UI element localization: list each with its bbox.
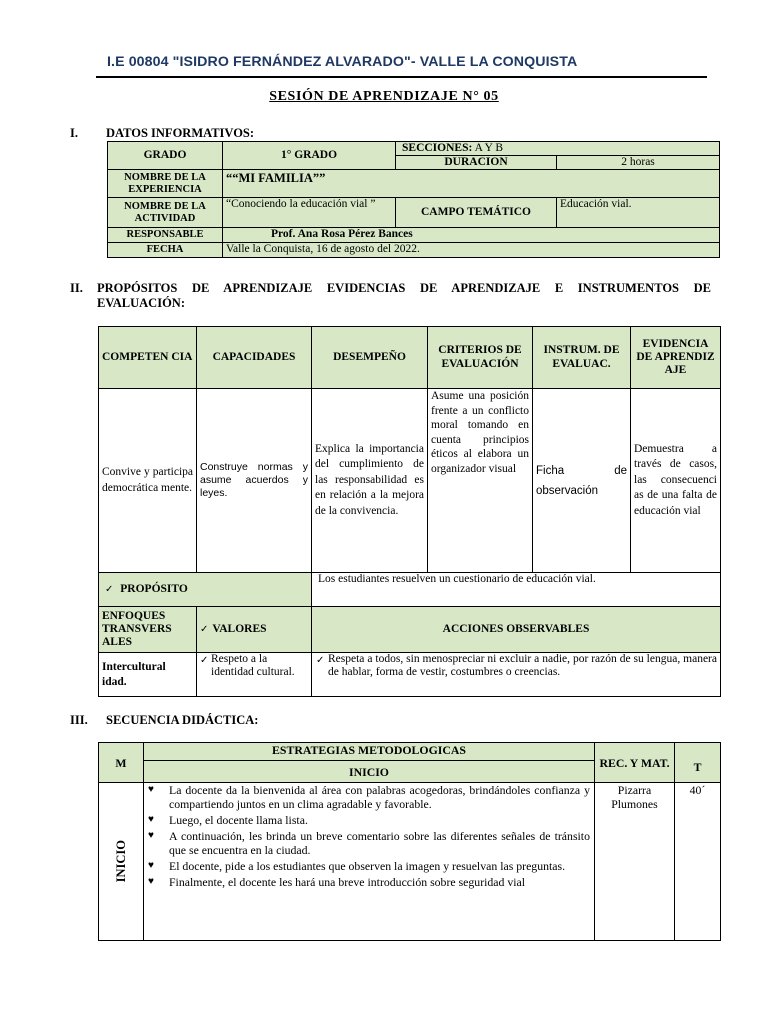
col-capacidades: CAPACIDADES [197, 327, 312, 389]
valor-value: Respeto a la identidad cultural. [211, 653, 295, 679]
bullet-text: A continuación, les brinda un breve comentario sobre las diferentes señales de tránsito que se encuentra en la ciudad. [169, 829, 590, 857]
inicio-header: INICIO [144, 761, 595, 783]
recurso-item: Pizarra [617, 783, 652, 797]
actividad-label: NOMBRE DE LA ACTIVIDAD [108, 198, 223, 228]
check-icon: ✓ [200, 623, 209, 635]
valor-cell [197, 653, 312, 697]
col-competencia: COMPETEN CIA [99, 327, 197, 389]
heart-bullet-icon: ♥ [148, 860, 154, 871]
check-icon: ✓ [105, 583, 114, 595]
inicio-bullet-list [144, 783, 590, 889]
rec-label: REC. Y MAT. [595, 743, 675, 783]
secciones-label: SECCIONES: [402, 142, 473, 154]
list-item [144, 829, 590, 857]
fecha-label: FECHA [108, 243, 223, 258]
cell-criterios: Asume una posición frente a un conflicto moral tomando en cuenta principios éticos al elabora un organizador visual [428, 389, 533, 573]
campo-value: Educación vial. [557, 198, 720, 228]
inicio-side-cell [99, 783, 144, 941]
col-desempeno: DESEMPEÑO [312, 327, 428, 389]
recurso-item: Plumones [611, 797, 658, 811]
header-rule [96, 76, 707, 78]
experiencia-label: NOMBRE DE LA EXPERIENCIA [108, 170, 223, 198]
responsable-value: Prof. Ana Rosa Pérez Bances [223, 228, 720, 243]
cell-capacidades: Construye normas y asume acuerdos y leyes. [197, 389, 312, 573]
tiempo-value: 40´ [675, 783, 721, 941]
valores-label-cell [197, 607, 312, 653]
grado-value: 1° GRADO [223, 142, 396, 170]
section3-number: III. [70, 713, 88, 727]
cell-competencia: Convive y participa democrática mente. [99, 389, 197, 573]
grado-label: GRADO [108, 142, 223, 170]
accion-cell [312, 653, 721, 697]
list-item [144, 875, 590, 889]
estrategias-label: ESTRATEGIAS METODOLOGICAS [144, 743, 595, 761]
section2-title-line2: EVALUACIÓN: [97, 296, 185, 310]
cell-instrumento: Ficha de observación [533, 389, 631, 573]
col-instrumento: INSTRUM. DE EVALUAC. [533, 327, 631, 389]
valores-label: VALORES [212, 622, 267, 635]
fecha-value: Valle la Conquista, 16 de agosto del 2022. [223, 243, 720, 258]
bullet-text: Finalmente, el docente les hará una breve introducción sobre seguridad vial [169, 875, 526, 889]
section3-title: SECUENCIA DIDÁCTICA: [106, 713, 259, 727]
cell-desempeno: Explica la importancia del cumplimiento de las responsabilidad es en relación a la mejora de la convivencia. [312, 389, 428, 573]
acciones-label: ACCIONES OBSERVABLES [312, 607, 721, 653]
secciones-cell [396, 142, 720, 156]
list-item [144, 859, 590, 873]
secciones-value: A Y B [474, 142, 504, 154]
proposito-label: PROPÓSITO [120, 582, 188, 595]
recursos-cell [595, 783, 675, 941]
section2-number: II. [70, 281, 83, 295]
enfoque-value: Intercultural idad. [99, 653, 197, 697]
inicio-side-label: INICIO [114, 840, 128, 883]
duracion-label: DURACION [396, 156, 557, 170]
col-criterios: CRITERIOS DE EVALUACIÓN [428, 327, 533, 389]
propositos-table [98, 326, 721, 697]
col-evidencia: EVIDENCIA DE APRENDIZ AJE [631, 327, 721, 389]
campo-label: CAMPO TEMÁTICO [396, 198, 557, 228]
proposito-value: Los estudiantes resuelven un cuestionario de educación vial. [312, 573, 721, 607]
section2-title-line1: PROPÓSITOS DE APRENDIZAJE EVIDENCIAS DE APRENDIZAJE E INSTRUMENTOS DE [97, 281, 711, 295]
experiencia-value: ““MI FAMILIA”” [223, 170, 720, 198]
list-item [144, 783, 590, 811]
heart-bullet-icon: ♥ [148, 784, 154, 795]
section1-title: DATOS INFORMATIVOS: [106, 126, 255, 140]
school-name: I.E 00804 "ISIDRO FERNÁNDEZ ALVARADO"- VALLE LA CONQUISTA [107, 54, 578, 70]
section1-number: I. [70, 126, 78, 140]
check-icon: ✓ [316, 655, 325, 666]
bullet-text: Luego, el docente llama lista. [169, 813, 308, 827]
accion-value: Respeta a todos, sin menospreciar ni excluir a nadie, por razón de su lengua, manera de hablar, forma de vestir, costumbres o creencias. [328, 653, 717, 679]
inicio-strategies-cell [144, 783, 595, 941]
check-icon: ✓ [200, 655, 209, 666]
heart-bullet-icon: ♥ [148, 830, 154, 841]
proposito-label-cell [99, 573, 312, 607]
secuencia-table [98, 742, 721, 941]
list-item [144, 813, 590, 827]
bullet-text: La docente da la bienvenida al área con palabras acogedoras, brindándoles confianza y compartiendo juntos en un clima agradable y favorable. [169, 783, 590, 811]
datos-informativos-table [107, 141, 720, 258]
actividad-value: “Conociendo la educación vial ” [223, 198, 396, 228]
heart-bullet-icon: ♥ [148, 876, 154, 887]
duracion-value: 2 horas [557, 156, 720, 170]
t-label: T [675, 743, 721, 783]
responsable-label: RESPONSABLE [108, 228, 223, 243]
bullet-text: El docente, pide a los estudiantes que observen la imagen y resuelvan las preguntas. [169, 859, 566, 873]
m-label: M [99, 743, 144, 783]
enfoques-label: ENFOQUES TRANSVERS ALES [99, 607, 197, 653]
session-title: SESIÓN DE APRENDIZAJE N° 05 [269, 89, 499, 104]
heart-bullet-icon: ♥ [148, 814, 154, 825]
cell-evidencia: Demuestra a través de casos, las consecuenci as de una falta de educación vial [631, 389, 721, 573]
